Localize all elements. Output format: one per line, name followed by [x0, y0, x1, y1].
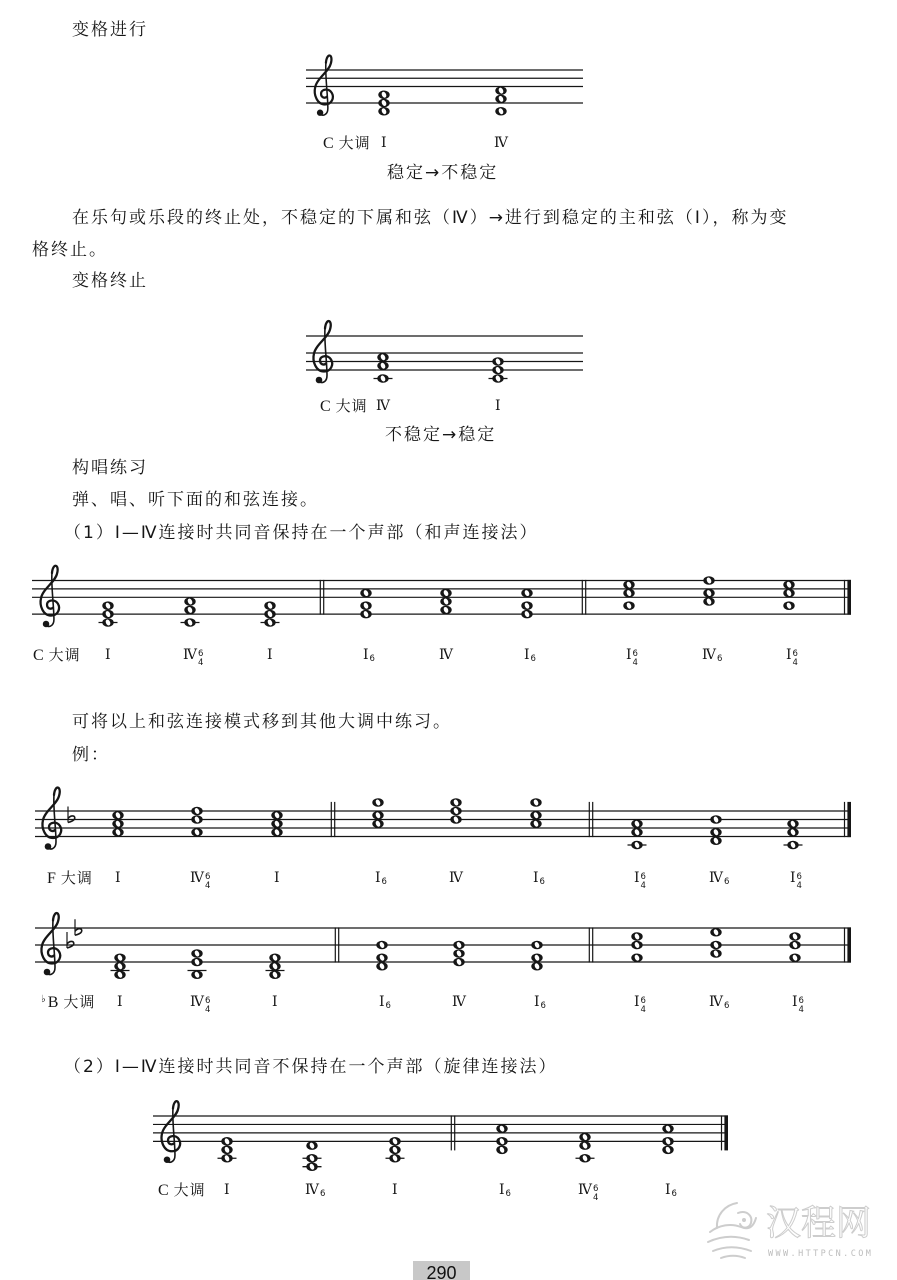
roman-numeral: Ⅰ: [117, 994, 123, 1010]
roman-numeral: Ⅳ: [452, 994, 466, 1010]
figure-digit: 6: [530, 654, 536, 664]
flat-sign: ♭: [41, 994, 47, 1005]
chord-symbol: [305, 1182, 325, 1199]
chord-symbol: [267, 647, 273, 663]
chord-symbol: [105, 647, 111, 663]
figure-digit: 6: [205, 872, 211, 882]
chord-symbol: [709, 870, 729, 887]
exercise-instruction: 弹、唱、听下面的和弦连接。: [72, 490, 319, 510]
figure-digit: 6: [798, 996, 804, 1006]
figure-digit: 4: [640, 880, 646, 891]
logo-stroke: [713, 1247, 751, 1251]
roman-numeral: Ⅰ: [786, 647, 792, 663]
figure-digit: 4: [205, 1004, 211, 1015]
watermark-brand: 汉程网: [766, 1204, 872, 1244]
figure-digit: 6: [792, 649, 798, 659]
key-suffix: 大调: [338, 134, 371, 152]
roman-numeral: Ⅳ: [183, 647, 197, 663]
caption-stable-to-unstable: 稳定→不稳定: [387, 163, 499, 183]
roman-numeral: Ⅳ: [305, 1182, 319, 1198]
figure-digit: 4: [798, 1004, 804, 1015]
heading-plagal-cadence: 变格终止: [72, 271, 148, 291]
chord-symbol: [578, 1182, 598, 1202]
figure-digit: 4: [796, 880, 802, 891]
roman-numeral: Ⅰ: [626, 647, 632, 663]
chord-symbol: [392, 1182, 398, 1198]
chord-symbol: [379, 994, 391, 1011]
chord-symbol: [499, 1182, 511, 1199]
logo-stroke: [708, 1237, 749, 1242]
heading-plagal-progression: 变格进行: [72, 20, 148, 40]
figured-bass: [386, 1002, 391, 1011]
chord-symbol: [494, 135, 508, 151]
caption-unstable-to-stable: 不稳定→稳定: [385, 425, 497, 445]
roman-numeral: Ⅰ: [665, 1182, 671, 1198]
chord-symbol: [702, 647, 722, 664]
figured-bass: [797, 873, 802, 890]
figure-digit: 6: [640, 996, 646, 1006]
roman-numeral: Ⅰ: [634, 994, 640, 1010]
key-suffix: 大调: [63, 993, 96, 1011]
chord-symbol: [634, 870, 646, 890]
key-letter: C: [158, 1182, 170, 1199]
example-label: 例：: [72, 745, 110, 765]
figure-digit: 6: [205, 996, 211, 1006]
figure-digit: 6: [671, 1189, 677, 1199]
watermark-logo-icon: [705, 1198, 763, 1262]
figured-bass: [672, 1190, 677, 1199]
key-letter: C: [33, 647, 45, 664]
roman-numeral: Ⅰ: [533, 870, 539, 886]
chord-symbol: [183, 647, 203, 667]
figured-bass: [541, 1002, 546, 1011]
paragraph-line-1: 在乐句或乐段的终止处，不稳定的下属和弦（Ⅳ）→进行到稳定的主和弦（Ⅰ），称为变: [72, 208, 789, 228]
paragraph-line-2: 格终止。: [32, 240, 108, 260]
figured-bass: [382, 878, 387, 887]
chord-symbol: [117, 994, 123, 1010]
figured-bass: [793, 650, 798, 667]
figured-bass: [198, 650, 203, 667]
chord-symbol: [452, 994, 466, 1010]
chord-symbol: [375, 870, 387, 887]
chord-symbol: [272, 994, 278, 1010]
figured-bass: [320, 1190, 325, 1199]
figure-digit: 4: [640, 1004, 646, 1015]
roman-numeral: Ⅰ: [267, 647, 273, 663]
chord-symbol: [376, 398, 390, 414]
roman-numeral: Ⅰ: [634, 870, 640, 886]
chord-symbol: [224, 1182, 230, 1198]
figure-digit: 6: [724, 877, 730, 887]
figure-digit: 6: [632, 649, 638, 659]
roman-numeral: Ⅳ: [709, 994, 723, 1010]
figure-digit: 6: [540, 1001, 546, 1011]
chord-symbol: [524, 647, 536, 664]
figure-digit: 6: [640, 872, 646, 882]
roman-numeral: Ⅰ: [105, 647, 111, 663]
figure-digit: 6: [198, 649, 204, 659]
roman-numeral: Ⅳ: [702, 647, 716, 663]
roman-numeral: Ⅳ: [449, 870, 463, 886]
figure-digit: 4: [198, 657, 204, 668]
figured-bass: [724, 1002, 729, 1011]
exercise-item-1: （1）Ⅰ—Ⅳ连接时共同音保持在一个声部（和声连接法）: [64, 523, 539, 543]
figure-digit: 4: [205, 880, 211, 891]
chord-symbol: [626, 647, 638, 667]
chord-symbol: [449, 870, 463, 886]
roman-numeral: Ⅰ: [381, 135, 387, 151]
roman-numeral: Ⅰ: [495, 398, 501, 414]
chord-symbol: [665, 1182, 677, 1199]
figure-digit: 6: [717, 654, 723, 664]
figured-bass: [205, 997, 210, 1014]
figure-digit: 6: [724, 1001, 730, 1011]
logo-eye: [742, 1218, 746, 1222]
roman-numeral: Ⅳ: [494, 135, 508, 151]
figured-bass: [717, 655, 722, 664]
key-letter: C: [323, 135, 335, 152]
watermark-url: WWW.HTTPCN.COM: [768, 1249, 874, 1259]
key-label: [158, 1181, 206, 1200]
figure-digit: 6: [369, 654, 375, 664]
page-number: 290: [426, 1263, 457, 1280]
key-letter: B: [47, 994, 60, 1011]
chord-symbol: [634, 994, 646, 1014]
figure-digit: 6: [385, 1001, 391, 1011]
roman-numeral: Ⅳ: [709, 870, 723, 886]
roman-numeral: Ⅰ: [375, 870, 381, 886]
roman-numeral: Ⅰ: [115, 870, 121, 886]
key-suffix: 大调: [335, 397, 368, 415]
roman-numeral: Ⅰ: [392, 1182, 398, 1198]
chord-symbol: [786, 647, 798, 667]
chord-symbol: [709, 994, 729, 1011]
chord-symbol: [439, 647, 453, 663]
chord-symbol: [381, 135, 387, 151]
key-letter: C: [320, 398, 332, 415]
figured-bass: [531, 655, 536, 664]
roman-numeral: Ⅰ: [363, 647, 369, 663]
chord-symbol: [115, 870, 121, 886]
roman-numeral: Ⅰ: [792, 994, 798, 1010]
figured-bass: [506, 1190, 511, 1199]
roman-numeral: Ⅰ: [274, 870, 280, 886]
figured-bass: [799, 997, 804, 1014]
chord-symbol: [534, 994, 546, 1011]
chord-symbol: [792, 994, 804, 1014]
key-label: [33, 646, 81, 665]
chord-symbol: [274, 870, 280, 886]
exercise-item-2: （2）Ⅰ—Ⅳ连接时共同音不保持在一个声部（旋律连接法）: [64, 1057, 558, 1077]
figured-bass: [633, 650, 638, 667]
roman-numeral: Ⅳ: [190, 870, 204, 886]
figure-digit: 6: [320, 1189, 326, 1199]
roman-numeral: Ⅰ: [379, 994, 385, 1010]
figure-digit: 4: [632, 657, 638, 668]
chord-symbol: [363, 647, 375, 664]
roman-numeral: Ⅳ: [190, 994, 204, 1010]
figure-digit: 6: [381, 877, 387, 887]
page-number-box: [413, 1261, 470, 1280]
roman-numeral: Ⅰ: [499, 1182, 505, 1198]
figured-bass: [593, 1185, 598, 1202]
chord-symbol: [533, 870, 545, 887]
figure-digit: 4: [593, 1192, 599, 1203]
figured-bass: [724, 878, 729, 887]
roman-numeral: Ⅳ: [578, 1182, 592, 1198]
figured-bass: [641, 997, 646, 1014]
roman-numeral: Ⅰ: [224, 1182, 230, 1198]
chord-symbol: [190, 870, 210, 890]
figured-bass: [540, 878, 545, 887]
key-label: [323, 134, 371, 153]
figure-digit: 6: [796, 872, 802, 882]
key-label: [320, 397, 368, 416]
key-suffix: 大调: [173, 1181, 206, 1199]
figure-digit: 6: [505, 1189, 511, 1199]
key-label: [41, 993, 95, 1012]
key-suffix: 大调: [48, 646, 81, 664]
roman-numeral: Ⅰ: [534, 994, 540, 1010]
figured-bass: [205, 873, 210, 890]
roman-numeral: Ⅳ: [439, 647, 453, 663]
transpose-note: 可将以上和弦连接模式移到其他大调中练习。: [72, 712, 452, 732]
key-suffix: 大调: [60, 869, 93, 887]
figured-bass: [370, 655, 375, 664]
heading-exercise: 构唱练习: [72, 458, 148, 478]
roman-numeral: Ⅳ: [376, 398, 390, 414]
figure-digit: 4: [792, 657, 798, 668]
figure-digit: 6: [539, 877, 545, 887]
roman-numeral: Ⅰ: [272, 994, 278, 1010]
figure-digit: 6: [593, 1184, 599, 1194]
key-letter: F: [47, 870, 57, 887]
chord-symbol: [190, 994, 210, 1014]
roman-numeral: Ⅰ: [524, 647, 530, 663]
chord-symbol: [790, 870, 802, 890]
figured-bass: [641, 873, 646, 890]
logo-stroke: [721, 1256, 745, 1258]
roman-numeral: Ⅰ: [790, 870, 796, 886]
chord-symbol: [495, 398, 501, 414]
key-label: [47, 869, 93, 888]
